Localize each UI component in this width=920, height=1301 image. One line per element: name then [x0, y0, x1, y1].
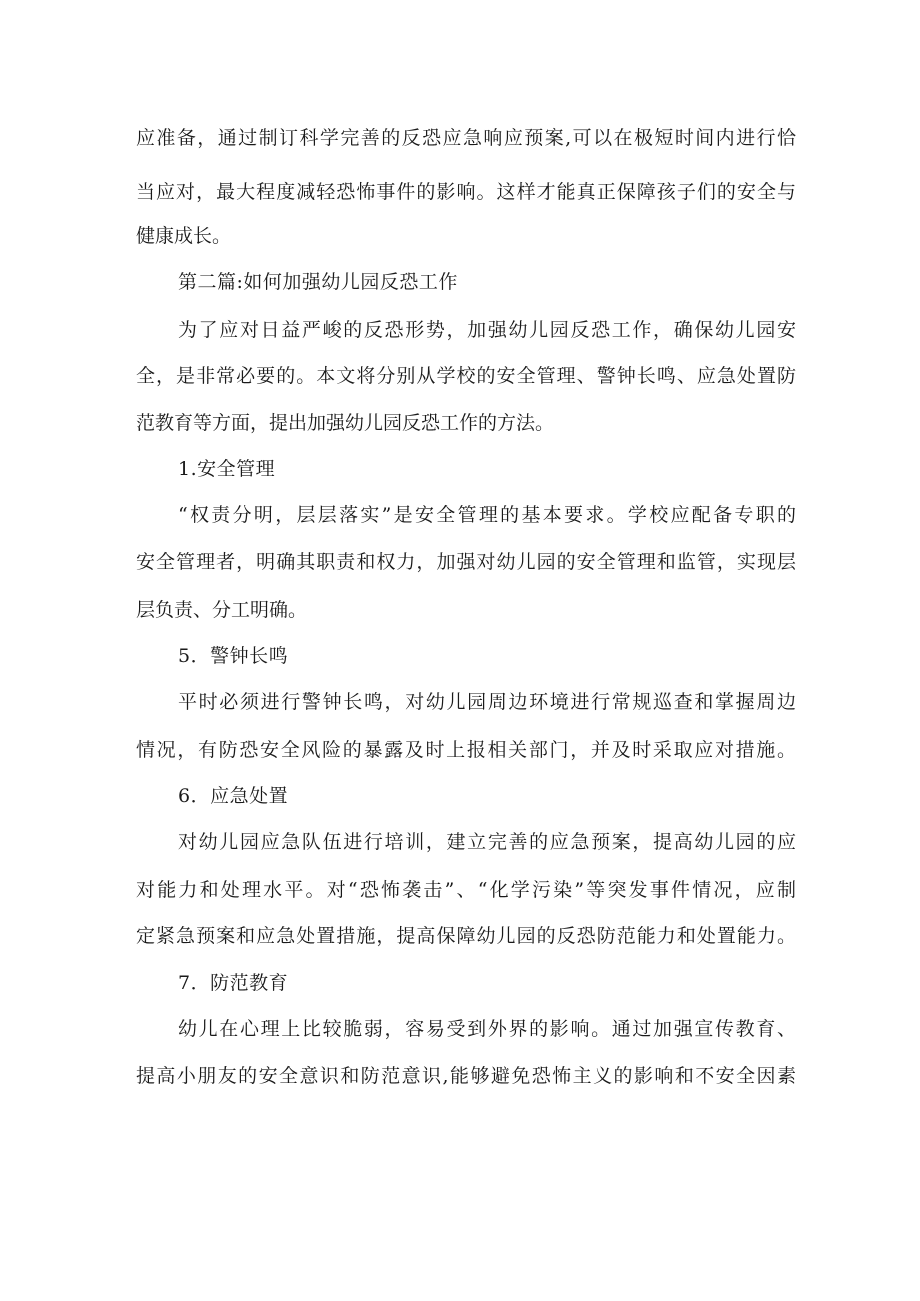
- subsection-heading: 6．应急处置: [178, 785, 289, 807]
- paragraph-line: “权责分明，层层落实”是安全管理的基本要求。学校应配备专职的: [178, 504, 796, 526]
- paragraph-line: 幼儿在心理上比较脆弱，容易受到外界的影响。通过加强宣传教育、: [178, 1018, 796, 1040]
- paragraph-line: 对幼儿园应急队伍进行培训，建立完善的应急预案，提高幼儿园的应: [178, 831, 796, 853]
- paragraph-line: 当应对，最大程度减轻恐怖事件的影响。这样才能真正保障孩子们的安全与: [136, 181, 796, 203]
- paragraph-line: 范教育等方面，提出加强幼儿园反恐工作的方法。: [136, 412, 555, 434]
- paragraph-line: 为了应对日益严峻的反恐形势，加强幼儿园反恐工作，确保幼儿园安: [178, 319, 796, 341]
- subsection-heading: 7．防范教育: [178, 972, 289, 994]
- paragraph-line: 健康成长。: [136, 225, 232, 247]
- paragraph-line: 层负责、分工明确。: [136, 599, 308, 621]
- paragraph-line: 全，是非常必要的。本文将分别从学校的安全管理、警钟长鸣、应急处置防: [136, 365, 796, 387]
- paragraph-line: 对能力和处理水平。对“恐怖袭击”、“化学污染”等突发事件情况，应制: [136, 879, 796, 901]
- subsection-heading: 5．警钟长鸣: [178, 645, 289, 667]
- paragraph-line: 应准备，通过制订科学完善的反恐应急响应预案,可以在极短时间内进行恰: [136, 127, 796, 149]
- paragraph-line: 安全管理者，明确其职责和权力，加强对幼儿园的安全管理和监管，实现层: [136, 551, 796, 573]
- paragraph-line: 平时必须进行警钟长鸣，对幼儿园周边环境进行常规巡查和掌握周边: [178, 691, 796, 713]
- paragraph-line: 定紧急预案和应急处置措施，提高保障幼儿园的反恐防范能力和处置能力。: [136, 925, 796, 947]
- paragraph-line: 情况，有防恐安全风险的暴露及时上报相关部门，并及时采取应对措施。: [136, 739, 796, 761]
- paragraph-line: 提高小朋友的安全意识和防范意识,能够避免恐怖主义的影响和不安全因素: [136, 1065, 796, 1087]
- subsection-heading: 1.安全管理: [178, 458, 276, 480]
- section-title: 第二篇:如何加强幼儿园反恐工作: [178, 271, 458, 293]
